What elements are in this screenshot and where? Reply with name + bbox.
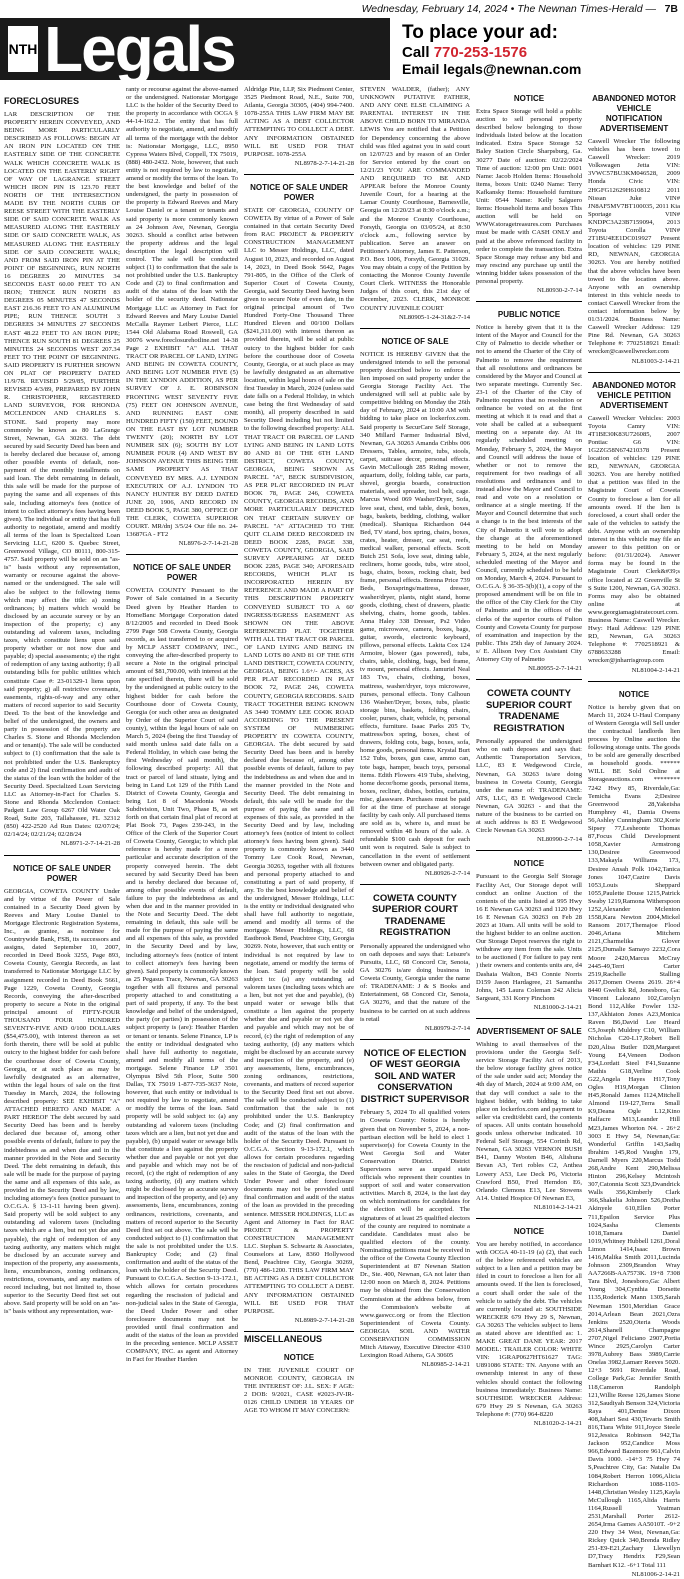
notice-body: Caswell Wrecker Vehicles: 2003 Toyota Camry VIN: 4T1BE30K83U726085, 2007 Pontiac G6 VIN: 1G2ZG58N674210378 Present location of vehicles: 129 PINE RD, NEWNAN, GEORGIA 30263. You are hereby notified that a petition was filed in the Magistrate Court of Coweta County to foreclose a lien for all amounts owed. If the lien is foreclosed, a court shall order the sale of the vehicles to satisfy the debt. Anyone with an ownership interest in this vehicle may file an answer to this petition on or before: (01/31/2024). Answer forms may be found in the Magistrate Court Clerk&#39;s office located at 22 Greenville St S Suite 1200, Newnan, GA 30263. Forms may also be obtained online at www.georgiamagistratecourt.com. Business Name: Caswell Wrecker. Hwy: Haul Address: 129 PINE RD, Newnan, GA 30263 Telephone #: 7702518921 & 6788633288 Email: wrecker@jnharrisgroup.com <box>588 414 680 665</box>
column-4 <box>360 86 470 1504</box>
notice-heading: NOTICE OF SALE <box>381 336 449 346</box>
notice-id: NL80955-2-7-14-21 <box>528 665 582 673</box>
issue-date: Wednesday, February 14, 2024 • The Newnan Times-Herald — <box>361 3 656 15</box>
divider <box>244 1331 354 1332</box>
notice-heading: ABANDONED MOTOR VEHICLE NOTIFICATION ADVERTISEMENT <box>592 94 676 133</box>
notice-id: NL80930-2-7-14 <box>536 287 582 295</box>
notice-body: LAR DESCRIPTION OF THE PROPERTY HEREIN CONVEYED, AND BEING MORE PARTICULARLY DESCRIBED AS FOLLOWS: BEGIN AT AN IRON PIN LOCATED ON THE EASTERLY SIDE OF THE CONCRETE WALK WHICH CONCRETE WALK IS LOCATED ON THE EASTERLY RIGHT OF WAY OF LAGRANGE STREET WHICH IRON PIN IS 123.70 FEET NORTH OF THE INTERSECTION MADE BY THE NORTH CURB OF REESE STREET WITH THE EASTERLY SIDE OF SAID CONCRETE WALK AS MEASURED ALONG THE EASTERLY SIDE OF SAID CONCRETE WALK, AS MEASURED ALONG THE EASTERLY SIDE OF SAID CONCRETE WALK; AND FROM SAID IRON PIN AT THE POINT OF BEGINNING, RUN NORTH 16 DEGREES 20 MINUTES 34 SECONDS EAST 60.00 FEET TO AN IRON; THENCE RUN NORTH 83 DEGREES 05 MINUTES 47 SECONDS EAST 216.36 FEET TO AN ALUMINUM PIPE; RUN THENCE SOUTH 3 DEGREES 34 MINUTES 27 SECONDS EAST 48.22 FEET TO AN IRON PIPE; THENCE RUN SOUTH 81 DEGREES 25 MINUTES 24 SECONDS WEST 207.34 FEET TO THE POINT OF BEGINNING. SAID PROPERTY IS FURTHER SHOWN ON PLAT OF PROPERTY DATED 11/9/78. REVISED 5/29/85, FURTHER REVISED 4/3/89, PREPARED BY JOHN R. CHRISTOPHER, REGISTERED LAND SURVEYOR, FOR RHONDA MCCLENDON AND CHARLES S. STONE. Said property may more commonly be known as 80 LaGrange Street, Newnan, GA 30263. The debt secured by said Security Deed has been and is hereby declared due because of, among other possible events of default, non-payment of the monthly installments on said loan. The debt remaining in default, this sale will be made for the purpose of paying the same and all expenses of this sale, including attorney's fees (notice of intent to collect attorney's fees having been given). The individual or entity that has full authority to negotiate, amend and modify all terms of the loan is Specialized Loan Servicing LLC, 6200 S. Quebec Street, Greenwood Village, CO 80111, 800-315-4757. Said property will be sold on an "as-is" basis without any representation, warranty or recourse against the above-named or the undersigned. The sale will also be subject to the following items which may affect the title: a) zoning ordinances; b) matters which would be disclosed by an accurate survey or by an inspection of the property; c) any outstanding ad valorem taxes, including taxes, which constitute liens upon said property whether or not now due and payable; d) special assessments; e) the right of redemption of any taxing authority; f) all outstanding bills for public utilities which constitute Case #: 23-01329-1 liens upon said property; g) all restrictive covenants, easements, rights-of-way and any other matters of record superior to said Security Deed. To the best of the knowledge and belief of the undersigned, the owners and party in possession of the property are Charles S. Stone and Rhonda Mcclendon and or tenant(s). The sale will be conducted subject to (1) confirmation that the sale is not prohibited under the U.S. Bankruptcy code and 2) final confirmation and audit of the status of the loan with the holder of the Security Deed. Specialized Loan Servicing LLC as Attorney-in-Fact for Charles S. Stone and Rhonda Mcclendon Contact: Padgett Law Group 6267 Old Water Oak Road, Suite 203, Tallahassee, FL 32312 (850) 422-2520 Ad Run Dates: 02/07/24; 02/14/24; 02/21/24; 02/28/24 <box>4 111 120 839</box>
notice-body: STEVEN WALDER, (father); ANY UNKNOWN PUTATIVE FATHER, AND ANY ONE ELSE CLAIMING A PARENTAL INTEREST IN THE ABOVE CHILD BORN TO MIRANDA LEWIS You are notified that a Petition for Dependency concerning the above child was filed against you in said court on 12/07/23 and by reason of an Order for Service entered by the court on 12/21/23 YOU ARE COMMANDED AND REQUIRED TO BE AND APPEAR before the Monroe County Juvenile Court, for a hearing at the Lamar County Courthouse, Barnesville, Georgia on 12/20/23 at 8:30 o'clock a.m.; and the Monroe County Courthouse, Forsyth, Georgia on 03/05/24, at 8:30 o'clock a.m., following service by publication. Serve an answer on Petitioner's Attorney, James E. Patterson, P.O. Box 1006, Forsyth, Georgia 31029. You may obtain a copy of the Petition by contacting the Monroe County Juvenile Court Clerk. WITNESS the Honorable Judges of this court, this 21st day of December, 2023. CLERK, MONROE COUNTY JUVENILE COURT <box>360 86 470 312</box>
notice-id: NL81006-2-14-21 <box>631 1570 680 1578</box>
notice-id: NL8976-2-7-14-21-28 <box>178 540 238 548</box>
promo-email[interactable]: legals@newnan.com <box>443 61 582 77</box>
legals-title: Legals <box>44 13 235 85</box>
column-1 <box>4 94 120 1504</box>
notice-id: NL8971-2-7-14-21-28 <box>60 840 120 848</box>
notice-heading: NOTICE <box>618 689 650 699</box>
miscellaneous-heading: MISCELLANEOUS <box>244 1333 323 1344</box>
notice-heading: NOTICE <box>513 859 545 869</box>
notice-id: NL8978-2-7-14-21-28 <box>294 159 354 167</box>
notice-heading: NOTICE OF ELECTION OF WEST GEORGIA SOIL AND WATER CONSERVATION DISTRICT SUPERVISOR <box>360 1047 470 1105</box>
divider <box>476 679 582 680</box>
notice-id: NL80926-2-7-14 <box>424 869 470 877</box>
legals-banner <box>0 13 684 85</box>
column-2 <box>126 86 238 1504</box>
notice-body: NOTICE IS HEREBY GIVEN that the undersigned intends to sell the personal property described below to enforce a lien imposed on said property under the Georgia Storage Facility Act. The undersigned will sell at public sale by competitive bidding on Monday the 26th day of February, 2024 at 10:00 AM with bidding to take place on lockerfox.com. Said property is SecurCare Self Storage, 340 Millard Farmer Industrial Blvd, Newnan, GA 30263 Amanda Cribbs 006 Dressers, Tables, armoire, tubs, stools, carpet, suitcase decor, personal effects. Gavin McCullough 285 Riding mower, aquarium, dolly, folding table, car parts, shovel, georgia boards, construction materials, seed spreader, tool belt, cage. Marcus Wood 069 Washer/Dryer, Sofa, love seat, chest, end table, desk, boxes, bags, baskets, bedding, clothing, walker (medical). Shaniqua Richardson 044 Bed, TV stand, box spring, chairs, boxes, crates, heater, dresser, car seat, reefs, medical walker, personal effects. Scott Butch 251 Sofa, love seat, dining table, recliners, home goods, tubs, wire stool, bags, chairs, boxes, rocking chair, bed frame, personal effects. Brenna Price 739 Beds, Boxsprings/mattress, dresser, washer/dryer, plants, night stand, home goods, clothing, chest of drawers, plastic shelving, chairs, home goods, tables. Anna Haley 338 Dresser, Ps2 Video game, microwave, camera, boxes, bags, guitar, swords, electronic keyboard, pillows, personal effects. Lakita Cox 124 Armoire, blower (gas powered), tubs, chairs, table, clothing, bags, bed frame, tv mount, personal effects. Jamuriel Neal 183 Tvs, chairs, clothing, boxes, mattress, washer/dryer, toys microwave, purses, personal effects. Tony Calhoun 136 Washer/Dryer, boxes, tubs, plastic storage bins, baskets, folding chairs, cooler, purses, chair, vehicle, tv, personal effects, furniture. Isaac Parks 205 Tv, mattress/box spring, boxes, chest of drawers, folding cots, bags, boxes, sofa, home goods, personal items. Krystal Burt 152 Tubs, boxes, gun case, ammo can, tote bags, hamper, beach toys, personal items. Edith Flowers 419 Tubs, shelving, home decor/home goods, personal items, boxes, recliner, dishes, bottles, curtains, misc, glassware. Purchases must be paid for at the time of purchase at storage facility by cash only. All purchased items are sold as is, where is, and must be removed within 48 hours of the sale. A refundable $100 cash deposit for each unit won is required. Sale is subject to cancellation in the event of settlement between owner and obligated party. <box>360 350 470 868</box>
divider <box>588 681 680 682</box>
notice-id: NL80905-1-24-31&2-7-14 <box>398 313 470 321</box>
notice-heading: NOTICE OF SALE UNDER POWER <box>250 182 348 202</box>
divider <box>244 174 354 175</box>
notice-body: Caswell Wrecker The following vehicles has been towed to Caswell Wrecker: 2019 Volkswagen Jetta VIN: 3VWC57BU3KM046528, 2009 Honda Civic VIN: 2HGFG12629H610812 2011 Nissan Juke VIN# JN8AF5MV7BT100035, 2011 Kia Sportage VIN# KNDPC3A23B7159094, 2013 Toyota Corolla VIN# 2T1BU4EE1DC019927 Present location of vehicles: 129 PINE RD, NEWNAN, GEORGIA 30263. You are hereby notified that the above vehicles have been towed to the location above. Anyone with an ownership interest in this vehicle needs to contact Caswell Wrecker from the contact information below by 01/31/2024. Business Name: Caswell Wrecker Address: 129 Pine Rd. Newnan, GA 30263 Telephone #: 7702518921 Email: wrecker@caswellwrecker.com <box>588 138 680 356</box>
notice-body: STATE OF GEORGIA, COUNTY OF COWETA By virtue of a Power of Sale contained in that certain Security Deed from RAC PROJECT & PROPERTY CONSTRUCTION MANAGEMENT LLC to Messer Holdings, LLC, dated August 10, 2023, and recorded on August 14, 2023, in Deed Book 5642, Pages 791-805, in the Office of the Clerk of Superior Court of Coweta County, Georgia, said Security Deed having been given to secure Note of even date, in the original principal amount of Two Hundred Forty-One Thousand Three Hundred Eleven and 00/100 Dollars ($241,311.00) with interest thereon as provided therein, will be sold at public outcry to the highest bidder for cash before the courthouse door of Coweta County, Georgia, or at such place as may be lawfully designated as an alternative location, within legal hours of sale on the first Tuesday in March, 2024 (unless said date falls on a Federal Holiday, in which case being the first Wednesday of said month), all property described in said Security Deed including but not limited to the following described property: ALL THAT TRACT OR PARCEL OF LAND LYING AND BEING IN LAND LOTS 80 AND 81 OF THE 6TH LAND DISTRICT, COWETA COUNTY, GEORGIA, BEING SHOWN AS PARCEL "A", BECK SUBDIVISION, AS PER PLAT RECORDED IN PLAT BOOK 78, PAGE 246, COWETA COUNTY, GEORGIA RECORDS, AND MORE PARTICULARLY DEPICTED ON THAT CERTAIN SURVEY OF PARCEL "A" ATTACHED TO THE QUIT CLAIM DEED RECORDED IN DEED BOOK 2285, PAGE 338, COWETA COUNTY, GEORGIA, SAID SURVEY APPEARING AT DEED BOOK 2285, PAGE 340; AFORESAID RECORDS, WHICH PLAT IS INCORPORATED HEREIN BY REFERENCE AND MADE A PART OF THIS DESCRIPTION PROPERTY CONVEYED SUBJECT TO A 60' INGRESS/EGRESS EASEMENT AS SHOWN ON THE ABOVE REFERENCED PLAT. TOGETHER WITH ALL THAT TRACT OR PARCEL OF LAND LYING AND BEING IN LAND LOTS 80 AND 81 OF THE 6TH LAND DISTRICT, COWETA COUNTY, GEORGIA, BEING 1.6+/- ACRES, AS PER PLAT RECORDED IN PLAT BOOK 72, PAGE 246, COWETA COUNTY, GEORGIA RECORDS. SAID TRACT TOGETHER BEING KNOWN AS 3440 TOMMY LEE COOK ROAD ACCORDING TO THE PRESENT SYSTEM OF NUMBERING PROPERTY IN COWETA COUNTY, GEORGIA. The debt secured by said Security Deed has been and is hereby declared due because of, among other possible events of default, failure to pay the indebtedness as and when due and in the manner provided in the Note and Security Deed. The debt remaining in default, this sale will be made for the purpose of paying the same and all expenses of this sale, as provided in the Security Deed and by law, including attorney's fees (notice of intent to collect attorney's fees having been given). Said property is commonly known as 3440 Tommy Lee Cook Road, Newnan, Georgia 30263, together with all fixtures and personal property attached to and constituting a part of said property, if any. To the best knowledge and belief of the undersigned, Messer Holdings, LLC is the entity or individual designated who shall have full authority to negotiate, amend and modify all terms of the mortgage. Messer Holdings, LLC, 68 Eastbrook Bend, Peachtree City, Georgia 30269. Note, however, that such entity or individual is not required by law to negotiate, amend or modify the terms of the loan. Said property will be sold subject to: (a) any outstanding ad valorem taxes (including taxes which are a lien, but not yet due and payable), (b) unpaid water or sewage bills that constitute a lien against the property whether due and payable or not yet due and payable and which may not be of record, (c) the right of redemption of any taxing authority, (d) any matters which might be disclosed by an accurate survey and inspection of the property, and (e) any assessments, liens, encumbrances, zoning ordinances, restrictions, covenants, and matters of record superior to the Security Deed first set out above. The sale will be conducted subject to (1) confirmation that the sale is not prohibited under the U.S. Bankruptcy Code; and (2) final confirmation and audit of the status of the loan with the holder of the Security Deed. Pursuant to O.C.G.A. Section 9-13-172.1, which allows for certain procedures regarding the rescission of judicial and non-judicial sales in the State of Georgia, the Deed Under Power and other foreclosure documents may not be provided until final confirmation and audit of the status of the loan as provided in the preceding sentence. MESSER HOLDINGS, LLC as Agent and Attorney in Fact for RAC PROJECT & PROPERTY CONSTRUCTION MANAGEMENT LLC. Stephan S. Schwartz & Associates, Counselors at Law, 8360 Hollywood Bend, Peachtree City, Georgia 30269, (770) 486-1200. THIS LAW FIRM MAY BE ACTING AS A DEBT COLLECTOR ATTEMPTING TO COLLECT A DEBT. ANY INFORMATION OBTAINED WILL BE USED FOR THAT PURPOSE. <box>244 206 354 1315</box>
divider <box>126 554 238 555</box>
notice-body: Personally appeared the undersigned who on oath deposes and says that: Leisure's Pursuits, LLC, 68 Concord Cir, Senoia, GA 30276 is/are doing business in Coweta County, Georgia under the name of: TRADENAME: J & S Books and Entertainment, 68 Concord Cir, Senoia, GA 30276, and that the nature of the business to be carried on at such address is retail <box>360 942 470 1023</box>
notice-id: NL81014-2-14-21 <box>533 1203 582 1211</box>
notice-body: Extra Space Storage will hold a public auction to sell personal property described below belonging to those individuals listed below at the location indicated. Extra Space Storage 52 Baley Station Circle Sharpsburg, Ga. 30277 Date of auction: 02/22/2024 Time of auction: 12:00 pm Unit: 0601 Name: Jacob Holden Items: Household items, boxes Unit: 0240 Name: Terry Kafkansky Items: Household furniture Unit: 0544 Name: Kelly Salguero Items: Household items and boxes This auction will be held on WWW.storagetreasures.com Purchases must be made with CASH ONLY and paid at the above referenced facility in order to complete the transaction. Extra Space Storage may refuse any bid and may rescind any purchase up until the winning bidder takes possession of the personal property. <box>476 108 582 285</box>
promo-phone[interactable]: 770-253-1576 <box>433 44 528 61</box>
divider <box>4 855 120 856</box>
divider <box>476 1018 582 1019</box>
notice-heading: NOTICE <box>283 1352 315 1362</box>
divider <box>360 884 470 885</box>
notice-body: GEORGIA, COWETA COUNTY Under and by virtue of the Power of Sale contained in a Security Deed given by Reeves and Mary Louise Daniel to Mortgage Electronic Registration Systems, Inc., as grantee, as nominee for Countrywide Bank, FSB, its successors and assigns, dated September 10, 2007, recorded in Deed Book 3255, Page 893, Coweta County, Georgia Records, as last transferred to Nationstar Mortgage LLC by assignment recorded in Deed Book 5661, Page 1229, Coweta County, Georgia Records, conveying the after-described property to secure a Note in the original principal amount of FIFTY-FOUR THOUSAND FOUR HUNDRED SEVENTY-FIVE AND 0/100 DOLLARS ($54,475.00), with interest thereon as set forth therein, there will be sold at public outcry to the highest bidder for cash before the courthouse door of Coweta County, Georgia, or at such place as may be lawfully designated as an alternative, within the legal hours of sale on the first Tuesday in March, 2024, the following described property: SEE EXHIBIT "A" ATTACHED HERETO AND MADE A PART HEREOF The debt secured by said Security Deed has been and is hereby declared due because of, among other possible events of default, failure to pay the indebtedness as and when due and in the manner provided in the Note and Security Deed. The debt remaining in default, this sale will be made for the purpose of paying the same and all expenses of this sale, as provided in the Security Deed and by law, including attorney's fees (notice pursuant to O.C.G.A. § 13-1-11 having been given). Said property will be sold subject to any outstanding ad valorem taxes (including taxes which are a lien, but not yet due and payable), the right of redemption of any taxing authority, any matters which might be disclosed by an accurate survey and inspection of the property, any assessments, liens, encumbrances, zoning ordinances, restrictions, covenants, and any matters of record including, but not limited to, those superior to the Security Deed first set out above. Said property will be sold on an "as-is" basis without any representation, war- <box>4 887 120 1316</box>
nth-logo: NTH <box>8 26 38 72</box>
foreclosures-heading: FORECLOSURES <box>4 96 80 106</box>
notice-id: NL81000-2-14-21 <box>533 1003 582 1011</box>
divider <box>476 1218 582 1219</box>
notice-heading: ABANDONED MOTOR VEHICLE PETITION ADVERTISEMENT <box>592 380 676 410</box>
promo-email-line: Email legals@newnan.com <box>402 61 582 77</box>
notice-body: You are hereby notified, in accordance with OCGA 40-11-19 (a) (2), that each of the below referenced vehicles are subject to a lien and a petition may be filed in court to foreclose a lien for all amounts owed. If the lien is foreclosed, a court shall order the sale of the vehicle to satisfy the debt. The vehicles are currently located at: SOUTHSIDE WRECKER 679 Hwy 29 S, Newnan, GA 30263 The vehicles subject to liens as stated above are identified as: 1. MAKE GREAT DANE YEAR: 2017 MODEL: TRAILER COLOR: WHITE VIN: 1GRAP0627HT61627 TAG: U891086 STATE: TN. Anyone with an ownership interest in any of these vehicles should contact the following business immediately: Business Name: SOUTHSIDE WRECKER Address: 679 Hwy 29 S Newnan, GA 30263 Telephone #: (770) 964-8220 <box>476 1240 582 1418</box>
notice-heading: COWETA COUNTY SUPERIOR COURT TRADENAME REGISTRATION <box>371 892 459 939</box>
notice-id: NL80979-2-7-14 <box>424 1024 470 1032</box>
column-5 <box>476 86 582 1504</box>
notice-body: COWETA COUNTY Pursuant to the Power of Sale contained in a Security Deed given by Heather Harden to HomeBanc Mortgage Corporation dated 8/12/2005 and recorded in Deed Book 2799 Page 508 Coweta County, Georgia records, as last transferred to or acquired by MCLP ASSET COMPANY, INC., conveying the after-described property to secure a Note in the original principal amount of $81,700.00, with interest at the rate specified therein, there will be sold by the undersigned at public outcry to the highest bidder for cash before the Courthouse door of Coweta County, Georgia (or such other area as designated by Order of the Superior Court of said county), within the legal hours of sale on March 5, 2024 (being the first Tuesday of said month unless said date falls on a Federal Holiday, in which case being the first Wednesday of said month), the following described property: All that tract or parcel of land situate, lying and being in Land Lot 129 of the Fifth Land District of Coweta County, Georgia and being Lot 8 of Macedonia Woods Subdivision, Unit Two, Phase B, as set forth on that certain final plat of record at Plat Book 73, Pages 239-243, in the Office of the Clerk of the Superior Court of Coweta County, Georgia; to which plat reference is hereby made for a more particular and accurate description of the property conveyed herein. The debt secured by said Security Deed has been and is hereby declared due because of, among other possible events of default, failure to pay the indebtedness as and when due and in the manner provided in the Note and Security Deed. The debt remaining in default, this sale will be made for the purpose of paying the same and all expenses of this sale, as provided in the Security Deed and by law, including attorney's fees (notice of intent to collect attorney's fees having been given). Said property is commonly known as 25 Pegasus Trace, Newnan, GA 30263 together with all fixtures and personal property attached to and constituting a part of said property, if any. To the best knowledge and belief of the undersigned, the party (or parties) in possession of the subject property is (are): Heather Harden or tenant or tenants. Selene Finance, LP is the entity or individual designated who shall have full authority to negotiate, amend and modify all terms of the mortgage. Selene Finance LP 3501 Olympus Blvd 5th Floor, Suite 500 Dallas, TX 75019 1-877-735-3637 Note, however, that such entity or individual is not required by law to negotiate, amend or modify the terms of the loan. Said property will be sold subject to: (a) any outstanding ad valorem taxes (including taxes which are a lien, but not yet due and payable), (b) unpaid water or sewage bills that constitute a lien against the property whether due and payable or not yet due and payable and which may not be of record, (c) the right of redemption of any taxing authority, (d) any matters which might be disclosed by an accurate survey and inspection of the property, and (e) any assessments, liens, encumbrances, zoning ordinances, restrictions, covenants, and matters of record superior to the Security Deed first set out above. The sale will be conducted subject to (1) confirmation that the sale is not prohibited under the U.S. Bankruptcy Code; and (2) final confirmation and audit of the status of the loan with the holder of the Security Deed. Pursuant to O.C.G.A. Section 9-13-172.1, which allows for certain procedures regarding the rescission of judicial and non-judicial sales in the State of Georgia, the Deed Under Power and other foreclosure documents may not be provided until final confirmation and audit of the status of the loan as provided in the preceding sentence. MCLP ASSET COMPANY, INC. as agent and Attorney in Fact for Heather Harden <box>126 587 238 1364</box>
notice-heading: NOTICE OF SALE UNDER POWER <box>133 563 231 583</box>
notice-id: NL81004-2-14-21 <box>631 666 680 674</box>
notice-body: Aldridge Pite, LLP, Six Piedmont Center, 3525 Piedmont Road, N.E., Suite 700, Atlanta, Georgia 30305, (404) 994-7400. 1078-255A THIS LAW FIRM MAY BE ACTING AS A DEBT COLLECTOR ATTEMPTING TO COLLECT A DEBT. ANY INFORMATION OBTAINED WILL BE USED FOR THAT PURPOSE. 1078-255A <box>244 86 354 158</box>
promo-call: Call 770-253-1576 <box>402 44 528 61</box>
notice-heading: ADVERTISEMENT OF SALE <box>476 1027 582 1036</box>
divider <box>476 850 582 851</box>
notice-body: Notice is hereby given that on March 11, 2024 U-Haul Company of Western Georgia will Sell under the contractual landlords lien process by Online auction the following storage units. The goods to be sold are generally described as household goods. ****** WILL BE Sold Online at Storageauctions.com ******** 7242 Hwy 85, Riverdale,Ga: Temicha Evans 2;Desiree Greenwood 28,Yakeisha Humphrey 41, Damia Owens 56,Ashley Cunningham 302,Korie Sipsey 77,Lesheonte Thomas 87,Focus Child Development 1058,Xavier Armstrong 130,Desiree Greenwood 133,Makayla Williams 173, Desiree Ansah Polk 1042,Tanica Jones 1047,Cazire Davis 1053,Louis Sheppard 1055,Paulette Douse 1215,Patrick Swaby 1219,Ramona Witherspoon 1252,Alexander Mclenton 1558,Kara Newton 2004,Mickel Ransom 2017,Themajoe Flood 2046,Ariana Mitchem 2121,Charmelika Glover 2125,Dumalie Samayo 2232,Cora Moore 2420,Marcus McCray 2445-49,Terri Carter 2519,Rachelle Stalling 2617,Domen Owens 2619. 26+4 8440 Gweltck Rd, Jonesboro, Ga: Vincent Lalozano 102,Carolyn Bond 112,Alike Fowler 132-137,Akhiaton Jones A23,Monica Raven B6,David Lee Heard C5,Joseph Muldrey C10, William Nicholas C20-L17,Robert Bell D20,Alisa Butler D28,Margaret Young E4,Veneen Dodson F34,Lordatt Steel F41,Suzanne Mathis G18,Verline Cook G22,Angela Hayes H17,Tony Ogles H19,Morgan Clinton H45,Ronald James I124,Mitchell Almond I19-I27,Terra Small K9,Deana Ogle L12,Kino Halfacre M13,Leander Hill M23,James Whorton N4. - 26+2 3003 E Hwy 54, Newnan,Ga: Wonderful Griffin 143,Sadiq Ibrahim 145,Rod Vaughn 179, Darnell Myers 220,Marcus Todd 268,Andre Kent 290,Melissa Hinton 296,Kelsey Mcintosh 307,Catonnia Scott 323,Dvandrick Walls 356,Kimberly Clark 366,Shakelia Johnson 526,Dretha Akinyele 610,Ellen Porter 711,Epsilon Service Plus 1024,Sasha Clements 1018,Tamara Daniel 1019,Whitney Hubbell 1261,Doral Limon 1414,Isaac Brown 1416,Malika Smith 2011,Lucinda Johnson 2309,Brandon Wray AA7266B-AA7573K. 19+8 7308 Tara Blvd, Jonesboro,Ga: Albert Young 304,Cynthia Dorsette 1135,Roderick Mann 1305,Sarah Newman 1501,Meridian Grace 2014,Arlean Bean 2021,Ozra Jenkins 2520,Oteria Woods 2614,Shanell Champagne 2707,Nigel Feliciano 2907,Portia Wince 2925,Carolyn Carter 3978,Aubrey Bass 3989,Carrie Onelas 3982,Lamarr Reeves 5020. 12+3 5691 Riverdale Road, College Park,Ga: Jennifer Smith 118,Cameron Randolph 121,Willie Reese 126,James Stone 312,Saudiyah Benson 324,Victoria Raya 401,Denise Dixon 408,Jabari Sesi 430,Tevaris Smith 816,Tiara White 911,Joyce Steele 912,Jessica Robinson 942,Tia Jackson 952,Candice Moss 966,Edward Bazemore 961,Calvin Davis 1000. -14+3 75 Hwy 74 S,Peachtree City, Ga: Natalie Da 1084,Robert Herron 1096,Alicia Richardson 1088-1103-1448,Christian Wesley 1125,Kayla McCullough 1165,Alida Harris 1164,Russell Yeatman 2531,Marshall Porter 2612-2654,Irma Games AA5010T. -9+2 220 Hwy 34 West, Newnan,Ga: Rickey Quick 340,Brenda Ridley 251-E9-E21,Zachary Llewellyn D7,Tracy Hendrix F29,Sean Barnhart K12. -6+1 Total 111 <box>588 703 680 1569</box>
notice-heading: COWETA COUNTY SUPERIOR COURT TRADENAME REGISTRATION <box>485 688 573 734</box>
notice-heading: PUBLIC NOTICE <box>497 310 561 320</box>
notice-body: February 5, 2024 To all qualified voters in Coweta County: Notice is hereby given that on November 5, 2024, a non-partisan election will be held to elect 1 supervisor(s) for Coweta County in the West Georgia Soil and Water Conservation District. District Supervisors serve as unpaid state officials who represent their counties in support of soil and water conservation activities. March 8, 2024, is the last day on which nominations for candidates for the election will be accepted. The signatures of at least 25 qualified electors of the county are required to nominate a candidate. Candidates must also be qualified electors of the county. Nominating petitions must be received in the office of the Coweta County Election Superintendent at 87 Newnan Station Dr., Ste. 400, Newnan, GA not later than 12:00 noon on March 8, 2024. Petitions may be obtained from the Conservation Commission at the address below, from the Commission's website at www.gaswcc.org or from the Election Superintendent of Coweta County. GEORGIA SOIL AND WATER CONSERVATION COMMISSION Mitch Attaway, Executive Director 4310 Lexington Road Athens, GA 30605 <box>360 1109 470 1360</box>
notice-id: NL80985-2-14-21 <box>421 1361 470 1369</box>
page-number: 7B <box>664 3 678 15</box>
notice-heading: NOTICE OF SALE UNDER POWER <box>13 863 111 883</box>
notice-heading: NOTICE <box>513 94 545 103</box>
divider <box>588 372 680 373</box>
notice-id: NL81003-2-14-21 <box>631 357 680 365</box>
notice-heading: NOTICE <box>513 1226 545 1236</box>
column-3 <box>244 86 354 1504</box>
notice-body: Wishing to avail themselves of the provisions under the Georgia Self-service Storage Facility Act of 2013, the below storage facility gives notice of the sale under said act; Monday the 4th day of March, 2024 at 9:00 AM, on that day will conduct a sale to the highest bidder, with bidding to take place on lockerfox.com and payment to seller via credit/debit card, the contents of spaces. All units contain household goods unless otherwise indicated. 10 Federal Self Storage, 554 Corinth Rd, Newnan, GA 30263 VERNON BUSH B41, Danny Wooten B46, Alishuna Bevan A3, Teri robles C2, Anthea Lowery A53, Lee Deck P6, Victoria Crawford B50, Fred Herndon E6, Orlando Clemons E13, Lee Stowens A14. United Hospice Of Newnan E3, <box>476 1041 582 1202</box>
notice-body: Personally appeared the undersigned who on oath deposes and says that: Authentic Transportation Services, LLC, 83 E Wedgewood Circle, Newnan, GA 30263 is/are doing business in Coweta County, Georgia under the name of: TRADENAME: ATS, LLC, 83 E Wedgewood Circle Newnan, GA 30263 - and that the nature of the business to be carried on at such address is 83 E Wedgewood Circle Newnan GA 30263 <box>476 738 582 835</box>
notice-body: ranty or recourse against the above-named or the undersigned. Nationstar Mortgage LLC is the holder of the Security Deed to the property in accordance with OCGA § 44-14-162.2. The entity that has full authority to negotiate, amend, and modify all terms of the mortgage with the debtor is: Nationstar Mortgage, LLC, 8950 Cypress Waters Blvd, Coppell, TX 75019, (888) 480-2432. Note, however, that such entity is not required by law to negotiate, amend or modify the terms of the loan. To the best knowledge and belief of the undersigned, the party in possession of the property is Edward Reeves and Mary Louise Daniel or a tenant or tenants and said property is more commonly known as 24 Johnson Ave, Newnan, Georgia 30263. Should a conflict arise between the property address and the legal description the legal description will control. The sale will be conducted subject (1) to confirmation that the sale is not prohibited under the U.S. Bankruptcy Code and (2) to final confirmation and audit of the status of the loan with the holder of the security deed. Nationstar Mortgage LLC as Attorney in Fact for Edward Reeves and Mary Louise Daniel McCalla Raymer Leibert Pierce, LLC 1544 Old Alabama Road Roswell, GA 30076 www.foreclosurehotline.net 14-38 Page 2 EXHIBIT "A" ALL THAT TRACT OR PARCEL OF LAND, LYING AND BEING IN COWETA COUNTY, AND BEING LOT NUMBER FIVE (5) IN THE LYNDON ADDITION, AS PER SURVEY OF J. E. ROBINSON FRONTING WEST SEVENTY FIVE (75) FEET ON JOHNSON AVENUE, AND RUNNING EAST ONE HUNDRED FIFTY (150) FEET, BOUND ON THE EAST BY LOT NUMBER TWENTY (20); NORTH BY LOT NUMBER SIX (6); SOUTH BY LOT NUMBER FOUR (4) AND WEST BY JOHNSON AVENUE THIS BEING THE SAME PROPERTY AS THAT CONVEYED BY MRS. A.J. LYNDON EXECUTRIX OF A.J. LYNDON TO NANCY HUNTER BY DEED DATED JUNE 20, 1906, AND RECORD IN DEED BOOK 5, PAGE 380, OFFICE OF THE CLERK, COWETA SUPERIOR COURT. MR/dnj 3/5/24 Our file no. 24-13687GA - FT2 <box>126 86 238 539</box>
place-ad-promo <box>390 18 684 80</box>
divider <box>360 328 470 329</box>
promo-heading: To place your ad: <box>402 22 558 43</box>
notice-body: IN THE JUVENILE COURT OF MONROE COUNTY, GEORGIA IN THE INTEREST OF: J.L. SEX: F AGE: 2 DOB: 9/2021, CASE #2023-JV-IR-0126 CHILD UNDER 18 YEARS OF AGE TO WHOM IT MAY CONCERN: <box>244 1366 354 1415</box>
notice-id: NL8989-2-7-14-21-28 <box>294 1316 354 1324</box>
divider <box>360 1039 470 1040</box>
notice-id: NL80990-2-7-14 <box>536 836 582 844</box>
column-6 <box>588 86 680 1578</box>
notice-body: Notice is hereby given that it is the intent of the Mayor and Council for the City of Palmetto to decide whether or not to amend the Charter of the City of Palmetto to remove the requirement that all resolutions and ordinances be considered by the Mayor and Council at two separate meetings. Currently Sec. 23-1 of the Charter of the City of Palmetto requires that no resolution or ordinance be voted on at the first meeting at which it is read and that a vote shall be called at a subsequent meeting on a separate day. At its regularly scheduled meeting on Monday, February 5, 2024, the Mayor and Council will address the issue of whether or not to remove the requirement for two readings of all resolutions and ordinances and to instead allow the Mayor and Council to read and vote on a resolution or ordinance at a single meeting. If the Mayor and Council determine that such a change is in the best interests of the City of Palmetto it will vote to adopt the change at the aforementioned meeting to be held on Monday February 5, 2024, at the next regularly scheduled meeting of the Mayor and Council, currently scheduled to be held on Monday, March 4, 2024. Pursuant to O.C.G.A. § 36-35-3(b)(1), a copy of the proposed amendment will be on file in the office of the City Clerk for the City of Palmetto and in the offices of the clerks of the superior courts of Fulton County and Coweta County for purpose of examination and inspection by the public. This 25th day of January 2024. s/ E. Allison Ivey Cox Assistant City Attorney City of Palmetto <box>476 324 582 663</box>
notice-id: NL81020-2-14-21 <box>533 1420 582 1428</box>
notice-body: Pursuant to the Georgia Self Storage Facility Act, Our Storage depot will conduct an online Auction of the contents of the units listed at 995 Hwy 16 E Newnan GA 30263 and 1120 Hwy 16 E Newnan GA 30263 on Feb 28 2023 at 10am. All units will be sold to the highest bidder to an online auction. Our Storage Depot reserves the right to withdraw any item from the sale. Units to be auctioned ( For failure to pay rent ) their owners and contents units are, d4 Dashaia Walton, B43 Connie Norris D159 Jason Hardagree, 21 Samantha Johns, 145 Laura Coleman 242 Alicia Sargeant, 331 Korry Pinchom <box>476 873 582 1002</box>
divider <box>476 301 582 302</box>
